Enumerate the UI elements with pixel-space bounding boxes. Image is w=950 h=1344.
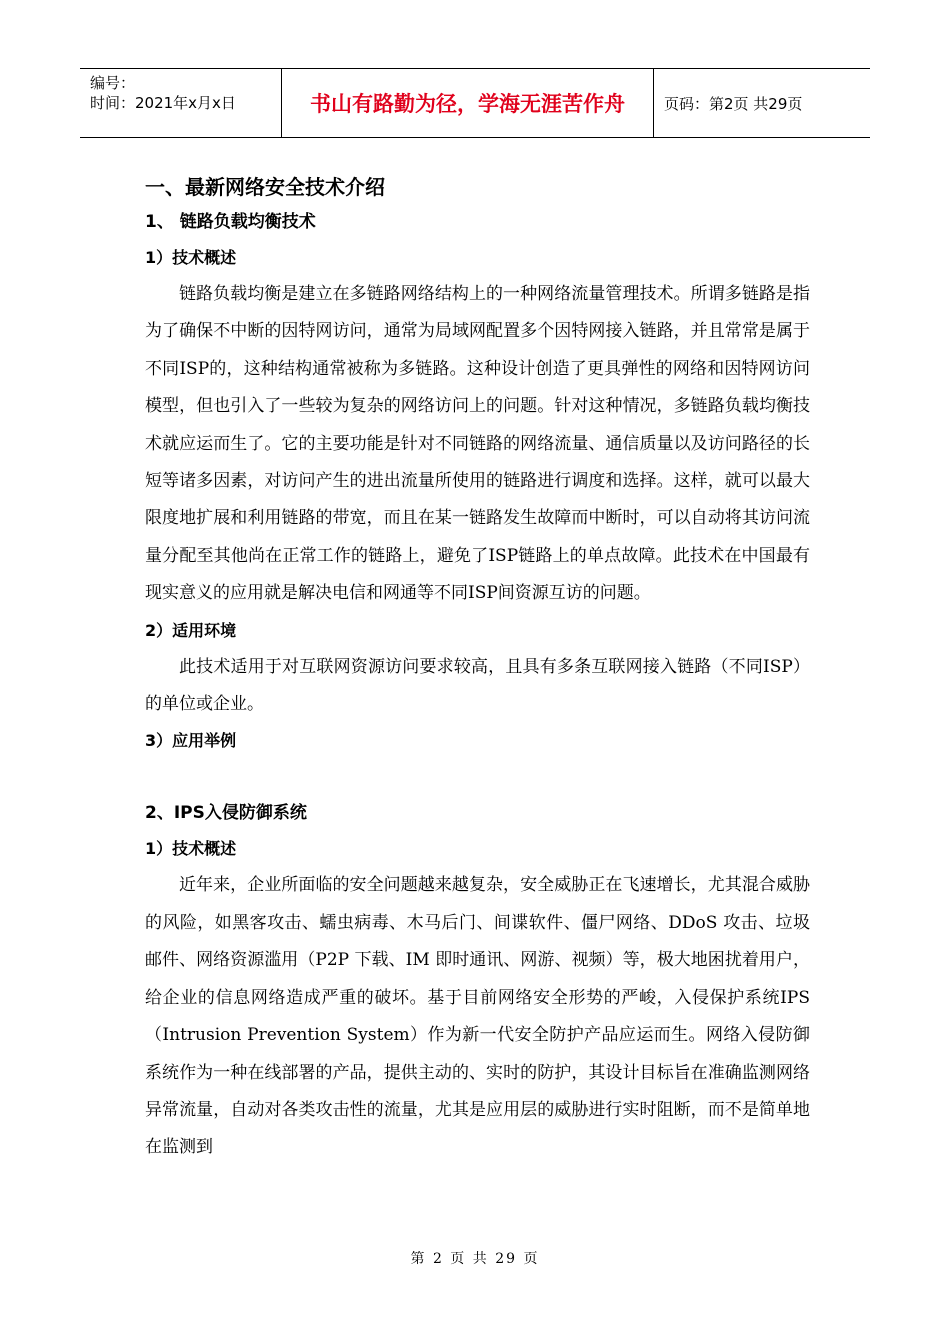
motto-cell bbox=[282, 69, 654, 137]
document-title: 一、最新网络安全技术介绍 bbox=[145, 175, 385, 199]
section1-heading: 1、 链路负载均衡技术 bbox=[145, 212, 316, 232]
section1-env-heading: 2）适用环境 bbox=[145, 620, 237, 640]
time-label: 时间：2021年x月x日 bbox=[90, 94, 236, 112]
motto-text: 书山有路勤为径，学海无涯苦作舟 bbox=[310, 92, 625, 116]
section1-overview-text: 链路负载均衡是建立在多链路网络结构上的一种网络流量管理技术。所谓多链路是指为了确保不中断的因特网访问，通常为局域网配置多个因特网接入链路，并且常常是属于不同ISP的，这种结构通常被称为多链路。这种设计创造了更具弹性的网络和因特网访问模型，但也引入了一些较为复杂的网络访问上的问题。针对这种情况，多链路负载均衡技术就应运而生了。它的主要功能是针对不同链路的网络流量、通信质量以及访问路径的长短等诸多因素，对访问产生的进出流量所使用的链路进行调度和选择。这样，就可以最大限度地扩展和利用链路的带宽，而且在某一链路发生故障而中断时，可以自动将其访问流量分配至其他尚在正常工作的链路上，避免了ISP链路上的单点故障。此技术在中国最有现实意义的应用就是解决电信和网通等不同ISP间资源互访的问题。 bbox=[145, 284, 810, 604]
page-info-text: 页码：第2页 共29页 bbox=[664, 94, 803, 113]
blank-line bbox=[145, 759, 810, 795]
header-meta-cell bbox=[80, 69, 282, 137]
document-body bbox=[145, 170, 810, 1167]
section2-overview-text: 近年来，企业所面临的安全问题越来越复杂，安全威胁正在飞速增长，尤其混合威胁的风险，如黑客攻击、蠕虫病毒、木马后门、间谍软件、僵尸网络、DDoS 攻击、垃圾邮件、网络资源滥用（P2P 下载、IM 即时通讯、网游、视频）等，极大地困扰着用户，给企业的信息网络造成严重的破坏。基于目前网络安全形势的严峻，入侵保护系统IPS（Intrusion Prevention System）作为新一代安全防护产品应运而生。网络入侵防御系统作为一种在线部署的产品，提供主动的、实时的防护，其设计目标旨在准确监测网络异常流量，自动对各类攻击性的流量，尤其是应用层的威胁进行实时阻断，而不是简单地在监测到 bbox=[145, 875, 810, 1158]
section1-overview-heading: 1）技术概述 bbox=[145, 248, 237, 267]
section1-example-heading: 3）应用举例 bbox=[145, 731, 237, 751]
page-footer: 第 2 页 共 29 页 bbox=[410, 1251, 540, 1267]
section1-env-text: 此技术适用于对互联网资源访问要求较高，且具有多条互联网接入链路（不同ISP）的单位或企业。 bbox=[145, 656, 810, 715]
section2-heading: 2、IPS入侵防御系统 bbox=[145, 803, 307, 824]
section2-overview-heading: 1）技术概述 bbox=[145, 839, 237, 859]
header-table bbox=[80, 68, 870, 138]
number-label: 编号： bbox=[90, 74, 136, 92]
page-info-cell bbox=[654, 69, 870, 137]
